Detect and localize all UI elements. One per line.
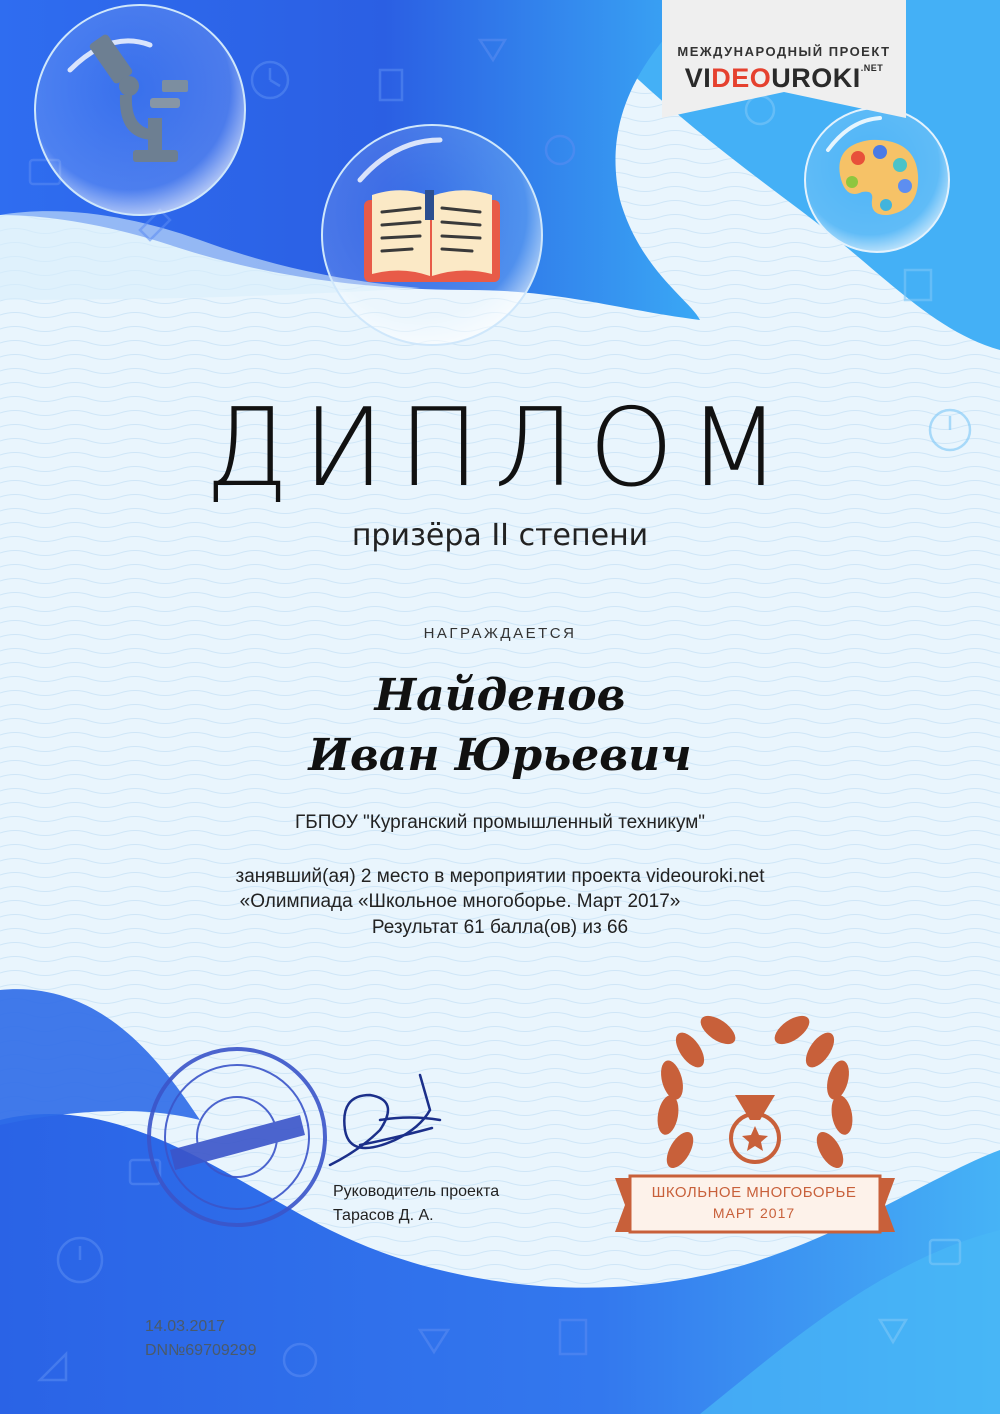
recipient-organization: ГБПОУ "Курганский промышленный техникум" (294, 812, 706, 833)
logo-part2: DEO (711, 63, 772, 93)
result-line: Результат 61 балла(ов) из 66 (371, 917, 629, 938)
book-bubble (322, 125, 542, 345)
badge-ribbon-date: МАРТ 2017 (712, 1205, 796, 1221)
videouroki-logo[interactable] (662, 63, 906, 94)
document-number: DN№69709299 (145, 1342, 257, 1359)
recipient-given-names: Иван Юрьевич (308, 730, 692, 781)
signer-role: Руководитель проекта (333, 1183, 500, 1200)
logo-part3: UROKI (771, 63, 861, 93)
badge-ribbon-title: ШКОЛЬНОЕ МНОГОБОРЬЕ (651, 1184, 857, 1201)
achievement-line: занявший(ая) 2 место в мероприятии проекта videouroki.net (235, 866, 765, 887)
project-label: МЕЖДУНАРОДНЫЙ ПРОЕКТ (677, 44, 891, 59)
signer-name: Тарасов Д. А. (333, 1207, 434, 1224)
event-name-line: «Олимпиада «Школьное многоборье. Март 2017» (239, 891, 681, 912)
palette-bubble (805, 108, 949, 252)
recipient-surname: Найденов (374, 670, 626, 721)
issue-date: 14.03.2017 (145, 1318, 226, 1335)
microscope-bubble (35, 5, 245, 215)
diploma-title: ДИПЛОМ (205, 386, 795, 511)
logo-suffix: .NET (860, 63, 884, 73)
awarded-label: НАГРАЖДАЕТСЯ (423, 625, 577, 642)
logo-part1: VI (684, 63, 712, 93)
diploma-subtitle: призёра II степени (351, 518, 649, 553)
